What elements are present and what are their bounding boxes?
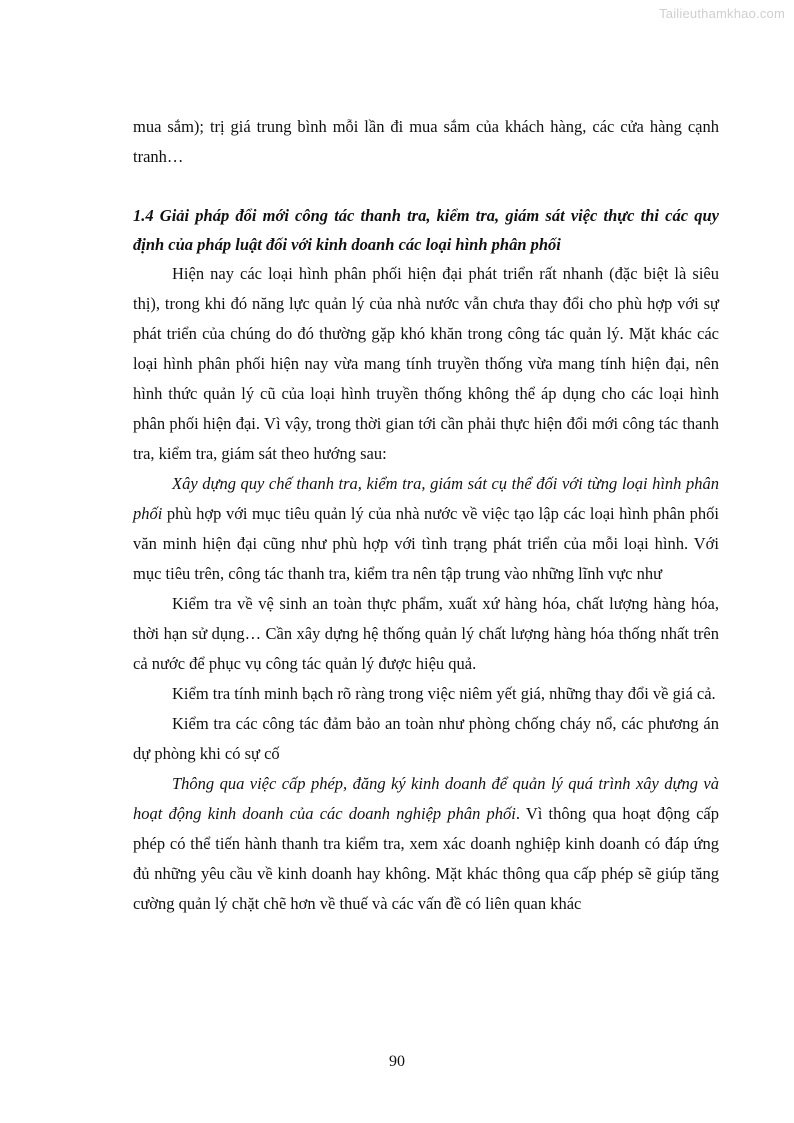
paragraph-continuation: mua sắm); trị giá trung bình mỗi lần đi mua sắm của khách hàng, các cửa hàng cạnh tranh… (133, 117, 719, 166)
section-heading: 1.4 Giải pháp đổi mới công tác thanh tra, kiểm tra, giám sát việc thực thi các quy định của pháp luật đối với kinh doanh các loại hình phân phối (133, 206, 719, 254)
paragraph-food-safety: Kiểm tra về vệ sinh an toàn thực phẩm, xuất xứ hàng hóa, chất lượng hàng hóa, thời hạn sử dụng… Cần xây dựng hệ thống quản lý chất lượng hàng hóa thống nhất trên cả nước để phục vụ công tác quản lý được hiệu quả. (133, 594, 719, 673)
emphasis-text: Thông qua việc cấp phép, đăng ký kinh doanh để quản lý quá trình xây dựng và hoạt động kinh doanh của các doanh nghiệp phân phối (133, 774, 719, 823)
paragraph-licensing (133, 769, 719, 919)
document-body (133, 112, 719, 919)
paragraph-text: phù hợp với mục tiêu quản lý của nhà nước về việc tạo lập các loại hình phân phối văn minh hiện đại cũng như phù hợp với tình trạng phát triển của mỗi loại hình. Với mục tiêu trên, công tác thanh tra, kiểm tra nên tập trung vào những lĩnh vực như (133, 504, 719, 583)
paragraph-text: . Vì thông qua hoạt động cấp phép có thể tiến hành thanh tra kiểm tra, xem xác doanh nghiệp kinh doanh có đáp ứng đủ những yêu cầu về kinh doanh hay không. Mặt khác thông qua cấp phép sẽ giúp tăng cường quản lý chặt chẽ hơn về thuế và các vấn đề có liên quan khác (133, 804, 719, 913)
watermark-text: Tailieuthamkhao.com (659, 6, 785, 21)
page-number: 90 (389, 1053, 405, 1070)
paragraph-intro: Hiện nay các loại hình phân phối hiện đại phát triển rất nhanh (đặc biệt là siêu thị), trong khi đó năng lực quản lý của nhà nước vẫn chưa thay đổi cho phù hợp với sự phát triển của chúng do đó thường gặp khó khăn trong công tác quản lý. Mặt khác các loại hình phân phối hiện nay vừa mang tính truyền thống vừa mang tính hiện đại, nên hình thức quản lý cũ của loại hình truyền thống không thể áp dụng cho các loại hình phân phối hiện đại. Vì vậy, trong thời gian tới cần phải thực hiện đổi mới công tác thanh tra, kiểm tra, giám sát theo hướng sau: (133, 264, 719, 463)
paragraph-pricing: Kiểm tra tính minh bạch rõ ràng trong việc niêm yết giá, những thay đổi về giá cả. (172, 684, 716, 703)
paragraph-regulation (133, 469, 719, 589)
emphasis-text: Xây dựng quy chế thanh tra, kiểm tra, giám sát cụ thể đối với từng loại hình phân phối (133, 474, 719, 523)
paragraph-fire-safety: Kiểm tra các công tác đảm bảo an toàn như phòng chống cháy nổ, các phương án dự phòng khi có sự cố (133, 714, 719, 763)
